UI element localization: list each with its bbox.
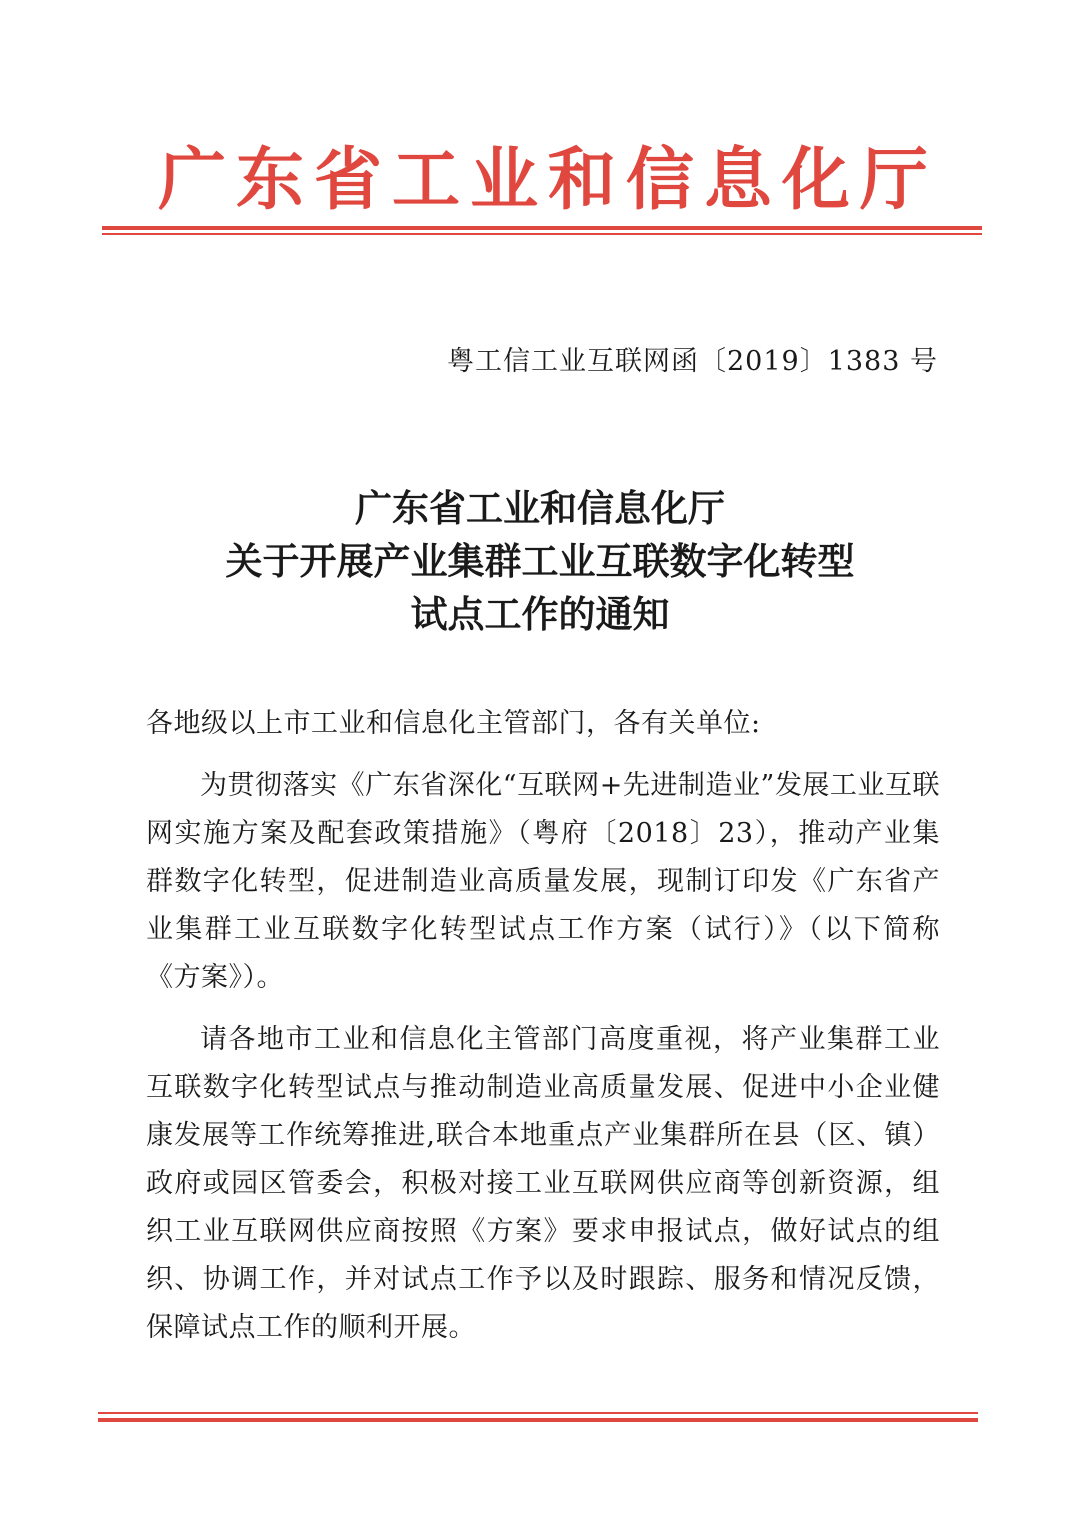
masthead-char: 化 — [781, 140, 850, 220]
divider-thick-line — [102, 226, 982, 230]
masthead-char: 厅 — [859, 140, 928, 220]
masthead-char: 信 — [625, 140, 694, 220]
divider-thin-line — [98, 1412, 978, 1414]
title-line-3: 试点工作的通知 — [410, 592, 670, 636]
masthead-char: 和 — [547, 140, 616, 220]
body-paragraph: 请各地市工业和信息化主管部门高度重视，将产业集群工业互联数字化转型试点与推动制造业高质量发展、促进中小企业健康发展等工作统筹推进,联合本地重点产业集群所在县（区、镇）政府或园区管委会，积极对接工业互联网供应商等创新资源，组织工业互联网供应商按照《方案》要求申报试点，做好试点的组织、协调工作，并对试点工作予以及时跟踪、服务和情况反馈，保障试点工作的顺利开展。 — [146, 1024, 940, 1343]
document-title — [0, 482, 1080, 641]
divider-thin-line — [102, 233, 982, 235]
title-line-1: 广东省工业和信息化厅 — [355, 486, 725, 530]
masthead-char: 东 — [235, 140, 304, 220]
masthead-divider — [102, 226, 982, 235]
masthead-char: 工 — [391, 140, 460, 220]
masthead-issuer — [100, 140, 980, 220]
body-paragraph: 为贯彻落实《广东省深化“互联网+先进制造业”发展工业互联网实施方案及配套政策措施》（粤府〔2018〕23），推动产业集群数字化转型，促进制造业高质量发展，现制订印发《广东省产业集群工业互联数字化转型试点工作方案（试行）》（以下简称《方案》）。 — [146, 770, 940, 993]
title-line-2: 关于开展产业集群工业互联数字化转型 — [225, 539, 855, 583]
masthead-char: 广 — [158, 140, 227, 220]
divider-thick-line — [98, 1418, 978, 1422]
masthead-char: 省 — [313, 140, 382, 220]
document-body — [146, 700, 940, 1366]
salutation: 各地级以上市工业和信息化主管部门，各有关单位: — [146, 708, 761, 739]
footer-divider — [98, 1412, 978, 1422]
masthead-char: 息 — [703, 140, 772, 220]
masthead-char: 业 — [469, 140, 538, 220]
document-number: 粤工信工业互联网函〔2019〕1383 号 — [446, 346, 938, 377]
